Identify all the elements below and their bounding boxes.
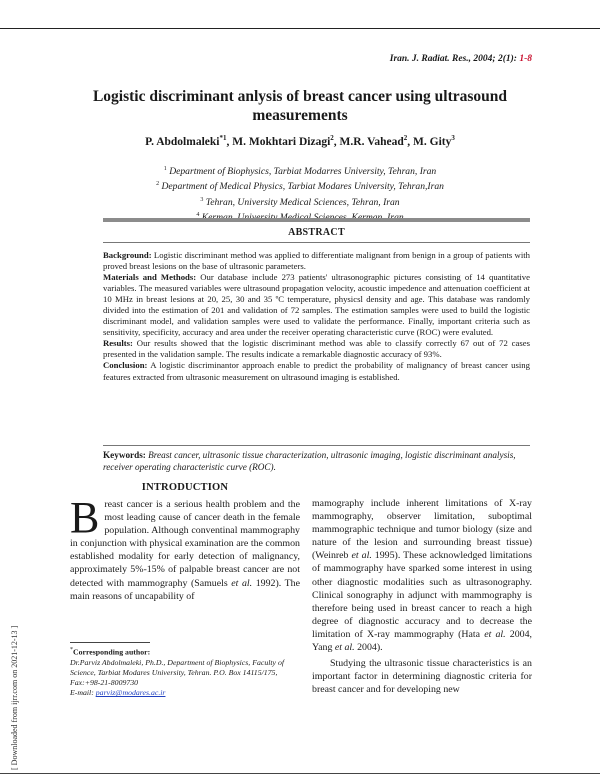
email-link[interactable]: parviz@modares.ac.ir xyxy=(95,688,166,698)
intro-paragraph-2: Studying the ultrasonic tissue characteristics is an important factor in determining diagnostic criteria for breast cancer and for developing new xyxy=(312,658,532,696)
body-column-left xyxy=(70,493,300,603)
author-list: P. Abdolmaleki$^{*1}$, M. Mokhtari Dizagi$^2$, M.R. Vahead$^2$, M. Gity$^3$ xyxy=(145,134,455,148)
citation-etal: et al. xyxy=(351,550,372,562)
intro-paragraph xyxy=(70,493,300,603)
download-side-note: [ Downloaded from ijrr.com on 2021-12-13 ] xyxy=(10,625,19,770)
affiliation-text: Department of Biophysics, Tarbiat Modarres University, Tehran, Iran xyxy=(169,166,437,178)
abstract-conclusion xyxy=(103,360,530,382)
journal-citation: Iran. J. Radiat. Res., 2004; 2(1): xyxy=(389,54,520,64)
abstract-bottom-rule xyxy=(103,445,530,446)
section-label: Conclusion: xyxy=(103,360,148,371)
paragraph-text: 2004). xyxy=(354,642,383,654)
affiliation-number: 1 xyxy=(163,166,167,172)
paragraph-text: mamography include inherent limitations of X-ray mammography, observer limitation, suboptimal mammographic technique and tumor biology (size and nature of the lesion and surrounding breast tissue) (Weinreb xyxy=(312,498,532,562)
section-text: Our database include 273 patients' ultrasonographic pictures consisting of 14 quantitative variables. The measured variables were ultrasound propagation velocity, acoustic impedence and attenuation coefficient at 10 MHz in breast lesions at 20, 25, 30 and 35 ºC temperature, physicsl density and age. This database was randomly divided into the estimation of 201 and validation of 72 samples. The estimation samples were used to build the logistic discriminant model, and validation samples were used to validate the performance. Finally, important criteria such as sensitivity, specificity, accuracy and area under the receiver operating characteristic curve (ROC) were evaluted. xyxy=(103,272,531,338)
citation-etal: et al. xyxy=(334,642,355,654)
section-label: Results: xyxy=(103,338,133,349)
drop-cap: B xyxy=(70,493,100,542)
author-affiliation-mark: 2 xyxy=(403,134,408,142)
section-text: Our results showed that the logistic discriminant method was able to classify correctly 67 out of 72 cases presented in the validation sample. The results indicate a remarkable diagnostic accuracy of 93%. xyxy=(103,338,530,360)
affiliation-text: Department of Medical Physics, Tarbiat Modares University, Tehran,Iran xyxy=(161,181,444,193)
article-title: Logistic discriminant anlysis of breast cancer using ultrasound measurements xyxy=(92,88,508,124)
affiliation-number: 4 xyxy=(196,212,200,219)
author-name: M. Gity xyxy=(413,135,452,148)
bottom-rule xyxy=(0,773,600,774)
footnote-label: Corresponding author: xyxy=(73,647,151,657)
footnote-rule xyxy=(70,642,150,643)
abstract-heading: ABSTRACT xyxy=(288,227,345,238)
author-affiliation-mark: 3 xyxy=(451,134,455,142)
introduction-heading: INTRODUCTION xyxy=(141,482,229,493)
author-affiliation-mark: *1 xyxy=(219,134,227,142)
keywords-label: Keywords: xyxy=(103,450,146,460)
keywords-text: Breast cancer, ultrasonic tissue characterization, ultrasonic imaging, logistic discriminant analysis, receiver operating characteristic curve (ROC). xyxy=(103,450,516,472)
citation-etal: et al. xyxy=(484,628,506,640)
affiliation-text: Tehran, University Medical Sciences, Tehran, Iran xyxy=(205,196,400,208)
abstract-background xyxy=(103,250,530,272)
abstract-results xyxy=(103,338,530,360)
footnote-address: Dr.Parviz Abdolmaleki, Ph.D., Department of Biophysics, Faculty of Science, Tarbiat Modares University, Tehran. P.O. Box 14115/175, Fax:+98-21-8009730 xyxy=(70,657,285,688)
affiliation-line xyxy=(60,209,540,224)
affiliations xyxy=(60,163,540,225)
top-rule xyxy=(0,28,600,29)
paragraph-text: 1992). The main reasons of uncapability of xyxy=(70,577,300,602)
citation-etal: et al. xyxy=(231,577,253,589)
section-text: A logistic discriminantor approach enable to predict the probability of malignancy of breast cancer using features extracted from ultrasonic measurement on ultrasound imaging is established. xyxy=(103,360,530,382)
keywords xyxy=(103,449,530,473)
intro-paragraph xyxy=(312,497,532,654)
author-name: P. Abdolmaleki xyxy=(145,135,220,148)
abstract-body xyxy=(103,250,530,383)
abstract-heading-rule xyxy=(103,242,530,243)
email-label: E-mail: xyxy=(70,688,96,698)
affiliation-number: 3 xyxy=(200,196,204,203)
footnote-label-line: *Corresponding author: xyxy=(70,647,151,657)
affiliation-line xyxy=(60,178,540,193)
journal-reference xyxy=(390,54,532,64)
author-name: M. Mokhtari Dizagi xyxy=(232,135,331,148)
paragraph-text: 1995). These acknowledged limitations of mammography have sparked some interest in using other diagnostic modalities such as ultrasonography. Clinical sonography in adjunct with mammography is therefore being used in breast cancer to reach a high degree of diagnostic accuracy and to decrease the limitation of X-ray mammography (Hata xyxy=(312,550,533,640)
affiliation-line xyxy=(60,194,540,209)
body-column-right xyxy=(312,497,532,696)
section-label: Materials and Methods: xyxy=(103,272,197,283)
corresponding-author-footnote xyxy=(70,645,302,699)
abstract-methods xyxy=(103,272,530,338)
author-affiliation-mark: 2 xyxy=(330,134,334,142)
affiliation-line xyxy=(60,163,540,178)
footnote-email-line xyxy=(70,688,302,698)
author-name: M.R. Vahead xyxy=(339,135,404,148)
paragraph-text: 2004, Yang xyxy=(312,628,533,654)
section-text: Logistic discriminant method was applied to differentiate malignant from benign in a group of patients with proved breast lesions on the base of ultrasonic parameters. xyxy=(103,250,530,272)
section-label: Background: xyxy=(103,250,152,260)
abstract-top-rule xyxy=(103,218,530,222)
page-range: 1-8 xyxy=(519,54,532,64)
affiliation-number: 2 xyxy=(156,181,160,188)
paragraph-text: reast cancer is a serious health problem and the most leading cause of cancer death in the female population. Although conventinal mammography in conjunction with physical examination are the common established modality for early detection of malignancy, approximately 5%-15% of palpable breast cancer are not detected with mammography (Samuels xyxy=(70,499,300,589)
